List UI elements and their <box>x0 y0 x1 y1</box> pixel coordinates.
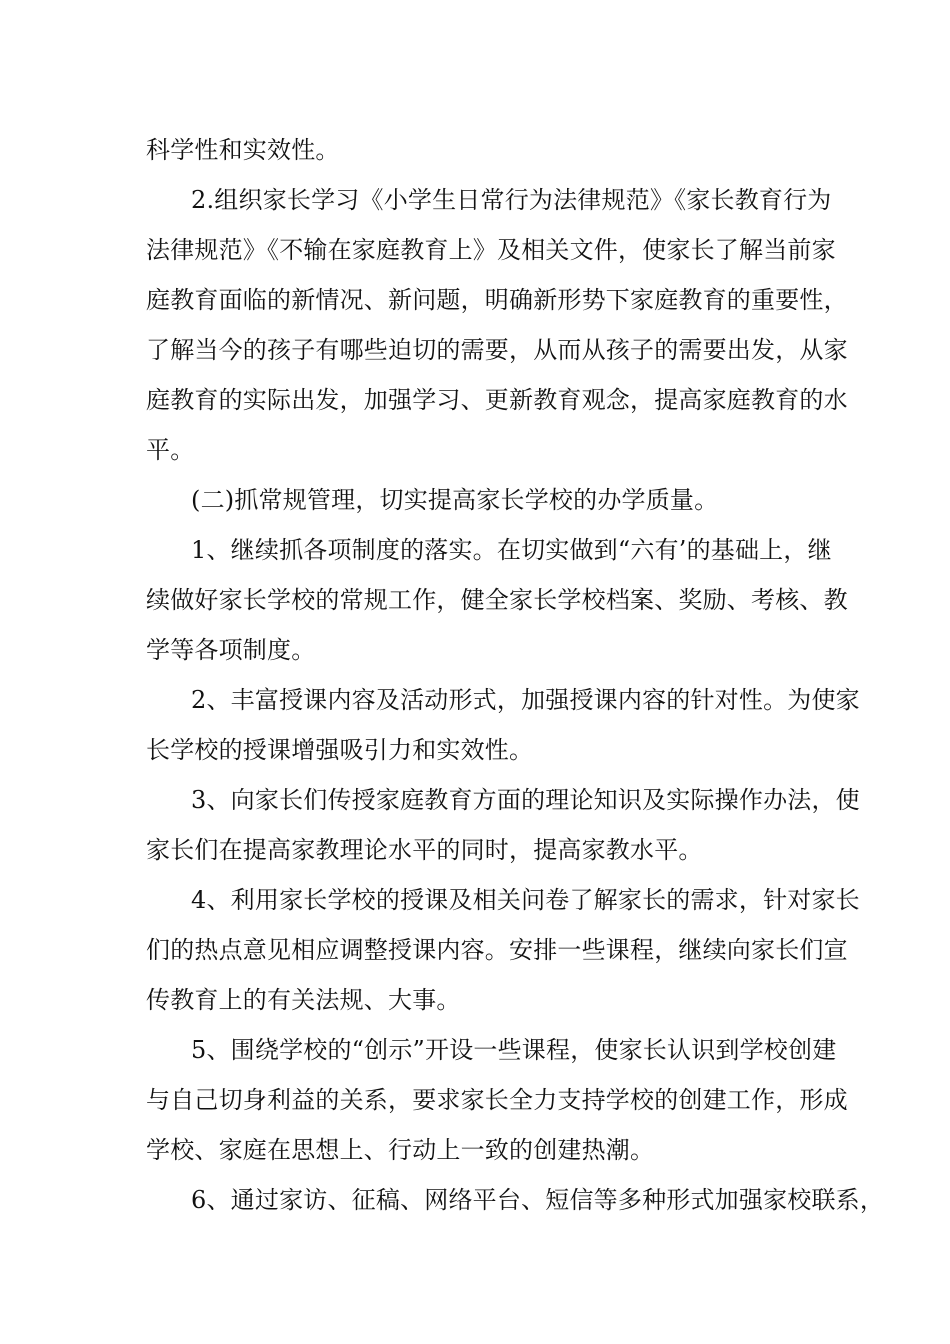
text-line: 法律规范》《不输在家庭教育上》及相关文件，使家长了解当前家 <box>146 236 836 264</box>
paragraph-2-start: 2.组织家长学习《小学生日常行为法律规范》《家长教育行为 <box>191 186 832 214</box>
text-line: 续做好家长学校的常规工作，健全家长学校档案、奖励、考核、教 <box>146 586 848 614</box>
item-4-start: 4、利用家长学校的授课及相关问卷了解家长的需求，针对家长 <box>191 886 860 914</box>
text-line: 们的热点意见相应调整授课内容。安排一些课程，继续向家长们宣 <box>146 936 848 964</box>
item-1-start: 1、继续抓各项制度的落实。在切实做到“六有’的基础上，继 <box>191 536 832 564</box>
text-line: 学校、家庭在思想上、行动上一致的创建热潮。 <box>146 1136 655 1164</box>
text-line: 长学校的授课增强吸引力和实效性。 <box>146 736 534 764</box>
text-line: 科学性和实效性。 <box>146 136 340 164</box>
item-5-start: 5、围绕学校的“创示”开设一些课程，使家长认识到学校创建 <box>191 1036 837 1064</box>
text-line: 家长们在提高家教理论水平的同时，提高家教水平。 <box>146 836 703 864</box>
text-line: 平。 <box>146 436 195 464</box>
text-line: 庭教育面临的新情况、新问题，明确新形势下家庭教育的重要性， <box>146 286 848 314</box>
text-line: 传教育上的有关法规、大事。 <box>146 986 461 1014</box>
item-3-start: 3、向家长们传授家庭教育方面的理论知识及实际操作办法，使 <box>191 786 860 814</box>
text-line: 庭教育的实际出发，加强学习、更新教育观念，提高家庭教育的水 <box>146 386 848 414</box>
section-heading: (二)抓常规管理，切实提高家长学校的办学质量。 <box>191 486 719 514</box>
text-line: 与自己切身利益的关系，要求家长全力支持学校的创建工作，形成 <box>146 1086 848 1114</box>
item-2-start: 2、丰富授课内容及活动形式，加强授课内容的针对性。为使家 <box>191 686 860 714</box>
text-line: 学等各项制度。 <box>146 636 316 664</box>
item-6-start: 6、通过家访、征稿、网络平台、短信等多种形式加强家校联系， <box>191 1186 885 1214</box>
text-line: 了解当今的孩子有哪些迫切的需要，从而从孩子的需要出发，从家 <box>146 336 848 364</box>
